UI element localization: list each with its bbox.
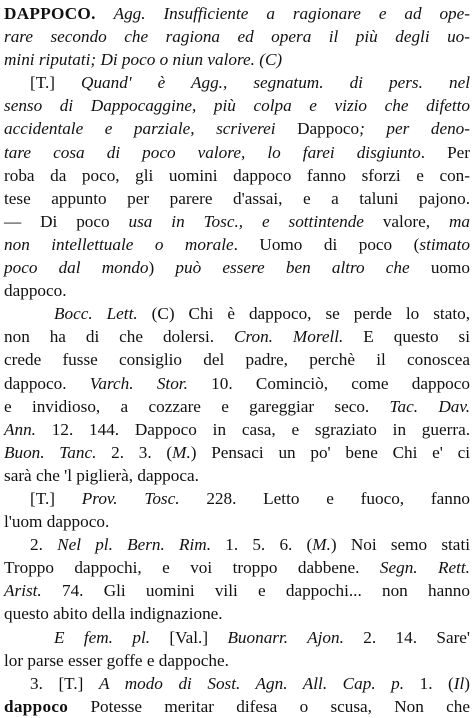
text-line-29: lor parse esser goffe e dappoche. xyxy=(4,650,229,670)
text-line-14: Bocc. Lett. (C) Chi è dappoco, se perde lo stato, xyxy=(54,304,470,324)
citation-source: Buon. Tanc. xyxy=(4,442,97,462)
text-line-24: 2. Nel pl. Bern. Rim. 1. 5. 6. (M.) Noi semo stati xyxy=(30,535,470,555)
sense-number: 2. xyxy=(30,535,58,555)
text-line-21: sarà che 'l piglierà, dappoca. xyxy=(4,465,199,485)
tommaseo-mark: [T.] xyxy=(30,73,55,93)
citation-source: Tac. Dav. xyxy=(389,396,470,416)
text-line-27: questo abito della indignazione. xyxy=(4,604,223,624)
citation-source: Segn. Rett. xyxy=(379,558,470,578)
headword-repeat: dappoco xyxy=(4,696,69,716)
sense-number: 3. [T.] xyxy=(30,673,99,693)
text-line-23: l'uom dappoco. xyxy=(4,512,110,532)
text-line-2: rare secondo che ragiona ed opera il più degli uo- xyxy=(4,27,470,47)
text-line-17: dappoco. Varch. Stor. 10. Cominciò, come dappoco xyxy=(4,373,470,393)
headword: DAPPOCO. xyxy=(4,4,96,23)
text-line-1 xyxy=(4,2,470,25)
text-line-26: Arist. 74. Gli uomini vili e dappochi... non hanno xyxy=(4,581,470,601)
tommaseo-mark: [T.] xyxy=(30,488,55,508)
text-line-30: 3. [T.] A modo di Sost. Agn. All. Cap. p. 1. (Il) xyxy=(30,673,471,693)
text-line-28: E fem. pl. [Val.] Buonarr. Ajon. 2. 14. Sare' xyxy=(54,627,471,647)
text-line-22: [T.] Prov. Tosc. 228. Letto e fuoco, fanno xyxy=(30,488,471,508)
citation-source: Bocc. Lett. xyxy=(54,304,138,324)
text-line-25: Troppo dappochi, e voi troppo dabbene. Segn. Rett. xyxy=(4,558,470,578)
text-line-7: tare cosa di poco valore, lo farei disgiunto. Per xyxy=(4,142,470,162)
citation-source: Buonarr. Ajon. xyxy=(227,627,344,647)
citation-source: Prov. Tosc. xyxy=(81,488,180,508)
dictionary-entry xyxy=(4,2,471,716)
text-line-19: Ann. 12. 144. Dappoco in casa, e sgraziato in guerra. xyxy=(4,419,470,439)
text-line-20: Buon. Tanc. 2. 3. (M.) Pensaci un po' bene Chi e' ci xyxy=(4,442,470,462)
text-line-5: senso di Dappocaggine, più colpa e vizio che difetto xyxy=(4,96,470,116)
text-line-8: roba da poco, gli uomini dappoco fanno sforzi e con- xyxy=(4,165,470,185)
citation-source: Varch. Stor. xyxy=(89,373,188,393)
text-line-15: non ha di che dolersi. Cron. Morell. E questo si xyxy=(4,327,470,347)
text-line-16: crede fusse consiglio del padre, perchè il conoscea xyxy=(4,350,470,370)
text-line-13: dappoco. xyxy=(4,281,67,301)
citation-source: Cron. Morell. xyxy=(233,327,344,347)
text-line-18: e invidioso, a cozzare e gareggiar seco. Tac. Dav. xyxy=(4,396,470,416)
definition-text: Agg. Insufficiente a ragionare e ad ope- xyxy=(113,4,470,23)
text-line-6: accidentale e parziale, scriverei Dappoco; per deno- xyxy=(4,119,470,139)
text-line-11: non intellettuale o morale. Uomo di poco (stimato xyxy=(4,234,470,254)
text-line-10: — Di poco usa in Tosc., e sottintende valore, ma xyxy=(4,211,470,231)
text-line-9: tese appunto per parere d'assai, e a taluni pajono. xyxy=(4,188,470,208)
text-line-3: mini riputati; Di poco o niun valore. (C) xyxy=(4,50,283,70)
text-line-4: [T.] Quand' è Agg., segnatum. di pers. nel xyxy=(30,73,470,93)
text-line-31: dappoco Potesse meritar difesa o scusa, Non che xyxy=(4,696,470,716)
text-line-12: poco dal mondo) può essere ben altro che uomo xyxy=(4,258,470,278)
